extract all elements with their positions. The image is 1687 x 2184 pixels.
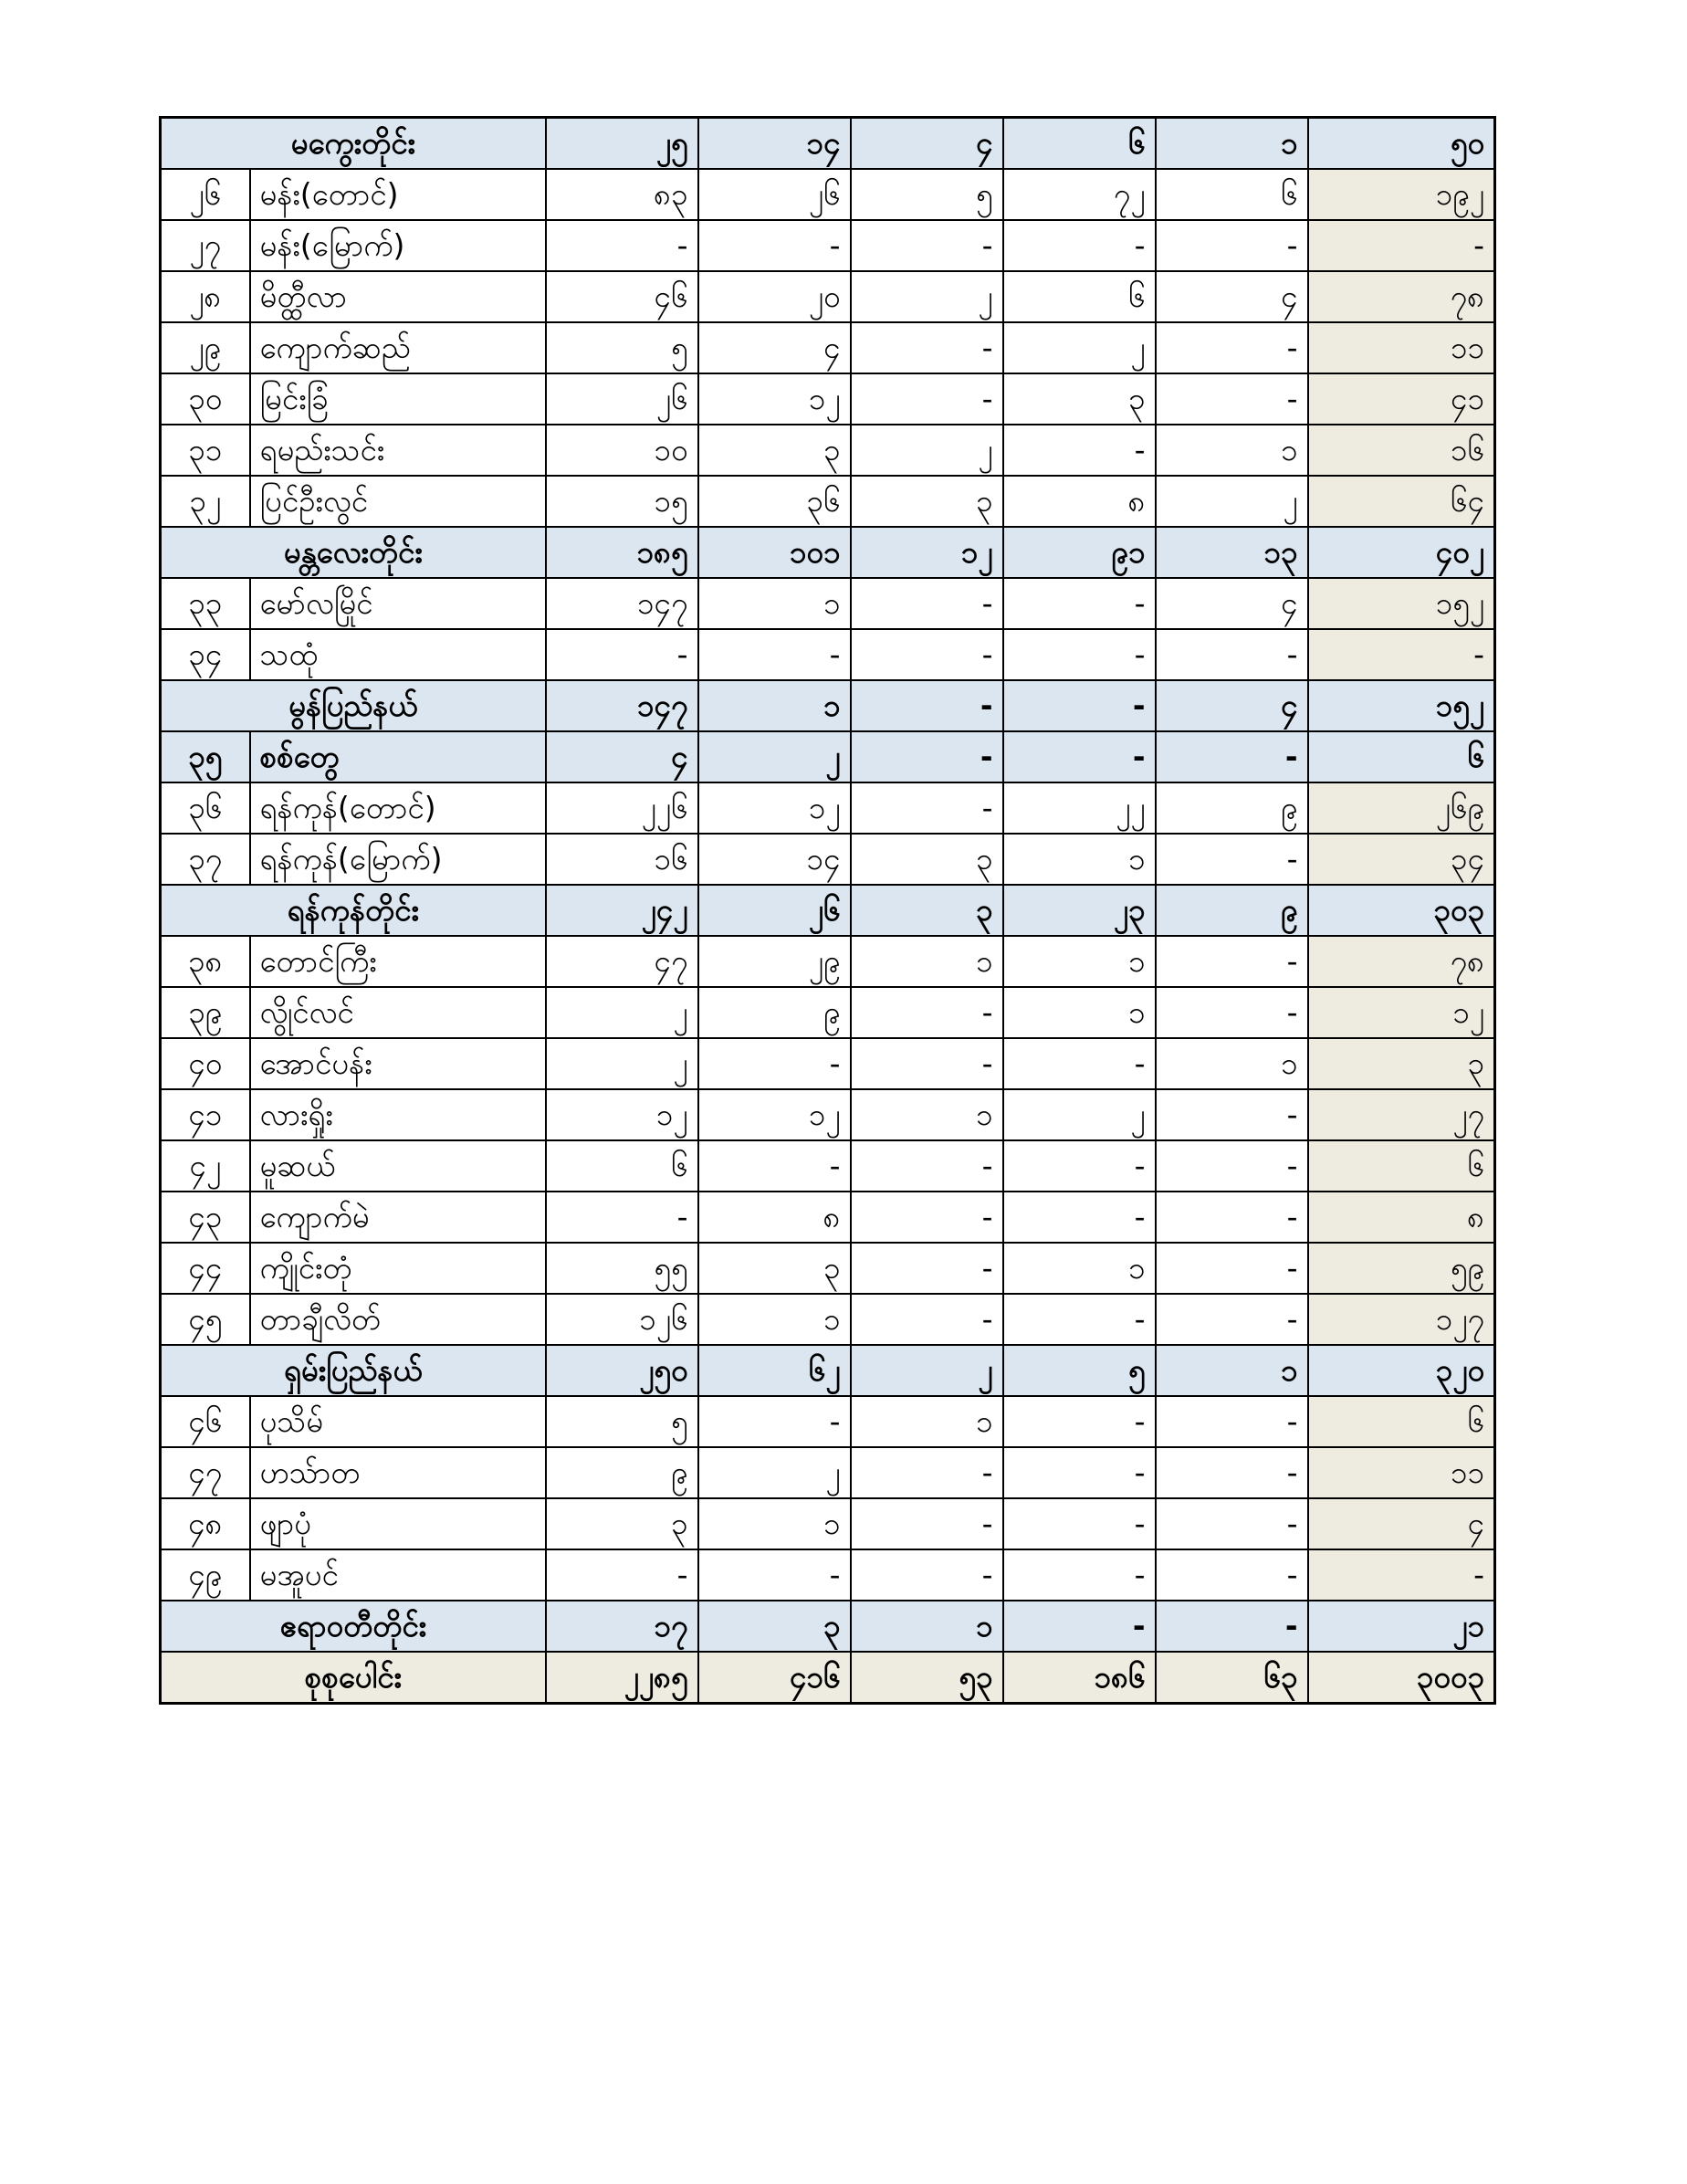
- value-cell: -: [1156, 1140, 1308, 1192]
- value-cell: -: [1156, 1089, 1308, 1140]
- table-row: [161, 578, 1495, 629]
- value-cell: ၁: [698, 1498, 851, 1549]
- value-cell: -: [851, 680, 1003, 731]
- table-row: [161, 1089, 1495, 1140]
- value-cell: -: [1003, 1498, 1156, 1549]
- total-cell: ၆: [1308, 1396, 1495, 1447]
- station-name: လွိုင်လင်: [250, 987, 546, 1038]
- station-name: မိတ္ထီလာ: [250, 271, 546, 322]
- value-cell: ၄: [1156, 680, 1308, 731]
- value-cell: -: [1003, 1192, 1156, 1243]
- row-number: ၂၉: [161, 322, 250, 373]
- value-cell: -: [546, 220, 698, 271]
- value-cell: -: [1003, 731, 1156, 782]
- value-cell: ၁: [1003, 987, 1156, 1038]
- value-cell: ၃: [851, 476, 1003, 527]
- value-cell: ၂: [1003, 1089, 1156, 1140]
- station-name: ဟသ်ာတ: [250, 1447, 546, 1498]
- value-cell: ၁၂: [698, 1089, 851, 1140]
- value-cell: ၁: [698, 1294, 851, 1345]
- region-label: မွန်ပြည်နယ်: [161, 680, 546, 731]
- table-row: [161, 987, 1495, 1038]
- value-cell: ၉: [546, 1447, 698, 1498]
- value-cell: ၃: [698, 425, 851, 476]
- value-cell: ၃: [851, 834, 1003, 885]
- value-cell: ၁၀၁: [698, 527, 851, 578]
- total-cell: ၆: [1308, 731, 1495, 782]
- value-cell: ၄၆: [546, 271, 698, 322]
- value-cell: ၅: [851, 169, 1003, 220]
- value-cell: -: [1003, 1396, 1156, 1447]
- value-cell: ၁၂: [546, 1089, 698, 1140]
- table-row: [161, 425, 1495, 476]
- row-number: ၃၁: [161, 425, 250, 476]
- table-row: [161, 1396, 1495, 1447]
- value-cell: ၁၈၅: [546, 527, 698, 578]
- station-name: လားရှိုး: [250, 1089, 546, 1140]
- table-row: [161, 322, 1495, 373]
- value-cell: -: [1003, 1140, 1156, 1192]
- table-row: [161, 782, 1495, 834]
- value-cell: ၁: [1003, 936, 1156, 987]
- value-cell: ၅: [1003, 1345, 1156, 1396]
- row-number: ၂၇: [161, 220, 250, 271]
- value-cell: ၁၄၇: [546, 680, 698, 731]
- subtotal-row: [161, 1345, 1495, 1396]
- row-number: ၃၄: [161, 629, 250, 680]
- value-cell: -: [851, 1549, 1003, 1601]
- row-number: ၃၇: [161, 834, 250, 885]
- value-cell: -: [1003, 1294, 1156, 1345]
- value-cell: ၂၆: [698, 169, 851, 220]
- value-cell: ၂၆: [546, 373, 698, 425]
- total-cell: ၇၈: [1308, 271, 1495, 322]
- value-cell: ၆: [1003, 118, 1156, 170]
- row-number: ၃၃: [161, 578, 250, 629]
- value-cell: ၂: [546, 987, 698, 1038]
- value-cell: ၁: [1003, 834, 1156, 885]
- subtotal-row: [161, 118, 1495, 170]
- value-cell: ၁၄: [698, 834, 851, 885]
- value-cell: ၁၂: [698, 782, 851, 834]
- value-cell: ၂၅၀: [546, 1345, 698, 1396]
- row-number: ၃၉: [161, 987, 250, 1038]
- row-number: ၃၂: [161, 476, 250, 527]
- value-cell: ၃: [698, 1601, 851, 1652]
- value-cell: ၃၆: [698, 476, 851, 527]
- value-cell: ၄: [1156, 578, 1308, 629]
- total-cell: ၃: [1308, 1038, 1495, 1089]
- subtotal-row: [161, 1601, 1495, 1652]
- value-cell: ၃: [698, 1243, 851, 1294]
- value-cell: -: [698, 629, 851, 680]
- value-cell: ၂၅: [546, 118, 698, 170]
- value-cell: -: [698, 1396, 851, 1447]
- table-row: [161, 834, 1495, 885]
- total-cell: ၁၉၂: [1308, 169, 1495, 220]
- value-cell: ၁၈၆: [1003, 1652, 1156, 1704]
- row-number: ၂၈: [161, 271, 250, 322]
- row-number: ၃၅: [161, 731, 250, 782]
- statistics-table-container: [159, 116, 1496, 1705]
- row-number: ၄၇: [161, 1447, 250, 1498]
- station-name: စစ်တွေ: [250, 731, 546, 782]
- value-cell: -: [1156, 1294, 1308, 1345]
- subtotal-row: [161, 731, 1495, 782]
- value-cell: ၃: [546, 1498, 698, 1549]
- total-cell: ၁၂၇: [1308, 1294, 1495, 1345]
- value-cell: ၃: [851, 885, 1003, 936]
- value-cell: -: [1156, 1192, 1308, 1243]
- value-cell: -: [1003, 1038, 1156, 1089]
- value-cell: ၂: [851, 271, 1003, 322]
- value-cell: -: [851, 1498, 1003, 1549]
- value-cell: ၁: [1156, 1038, 1308, 1089]
- value-cell: ၁: [1156, 425, 1308, 476]
- total-cell: ၂၆၉: [1308, 782, 1495, 834]
- station-name: မန်း(မြောက်): [250, 220, 546, 271]
- region-label: မကွေးတိုင်း: [161, 118, 546, 170]
- value-cell: ၄: [851, 118, 1003, 170]
- total-cell: ၄၀၂: [1308, 527, 1495, 578]
- value-cell: -: [1156, 987, 1308, 1038]
- value-cell: -: [1156, 1549, 1308, 1601]
- region-label: စုစုပေါင်း: [161, 1652, 546, 1704]
- value-cell: ၁၄: [698, 118, 851, 170]
- value-cell: ၂၃: [1003, 885, 1156, 936]
- value-cell: -: [546, 1549, 698, 1601]
- value-cell: ၁၄၇: [546, 578, 698, 629]
- total-cell: ၅၉: [1308, 1243, 1495, 1294]
- value-cell: ၂၂: [1003, 782, 1156, 834]
- row-number: ၄၁: [161, 1089, 250, 1140]
- total-cell: ၂၁: [1308, 1601, 1495, 1652]
- value-cell: -: [698, 1038, 851, 1089]
- row-number: ၄၄: [161, 1243, 250, 1294]
- subtotal-row: [161, 527, 1495, 578]
- total-cell: ၁၁: [1308, 322, 1495, 373]
- station-name: မော်လမြိုင်: [250, 578, 546, 629]
- value-cell: ၆၃: [1156, 1652, 1308, 1704]
- table-row: [161, 476, 1495, 527]
- value-cell: ၁: [1003, 1243, 1156, 1294]
- value-cell: ၁: [698, 680, 851, 731]
- value-cell: -: [1003, 629, 1156, 680]
- value-cell: ၁၆: [546, 834, 698, 885]
- total-cell: ၁၆: [1308, 425, 1495, 476]
- value-cell: ၂၀: [698, 271, 851, 322]
- value-cell: ၉၁: [1003, 527, 1156, 578]
- value-cell: ၈: [698, 1192, 851, 1243]
- value-cell: -: [1003, 425, 1156, 476]
- table-row: [161, 1192, 1495, 1243]
- region-label: ရှမ်းပြည်နယ်: [161, 1345, 546, 1396]
- value-cell: -: [851, 987, 1003, 1038]
- value-cell: ၁၃: [1156, 527, 1308, 578]
- value-cell: ၆၂: [698, 1345, 851, 1396]
- total-cell: ၄၁: [1308, 373, 1495, 425]
- value-cell: ၂: [698, 1447, 851, 1498]
- row-number: ၄၆: [161, 1396, 250, 1447]
- table-row: [161, 1038, 1495, 1089]
- table-body: [161, 118, 1495, 1704]
- value-cell: -: [1003, 680, 1156, 731]
- station-name: ရန်ကုန်(တောင်): [250, 782, 546, 834]
- value-cell: -: [851, 782, 1003, 834]
- value-cell: ၁: [851, 1089, 1003, 1140]
- value-cell: -: [1003, 1447, 1156, 1498]
- region-label: ရန်ကုန်တိုင်း: [161, 885, 546, 936]
- value-cell: ၅: [546, 1396, 698, 1447]
- station-name: ကျိုင်းတုံ: [250, 1243, 546, 1294]
- value-cell: ၄၇: [546, 936, 698, 987]
- value-cell: ၁၂၆: [546, 1294, 698, 1345]
- value-cell: ၁: [851, 936, 1003, 987]
- value-cell: -: [851, 220, 1003, 271]
- total-cell: -: [1308, 220, 1495, 271]
- value-cell: ၁၂: [851, 527, 1003, 578]
- value-cell: ၈၃: [546, 169, 698, 220]
- row-number: ၄၂: [161, 1140, 250, 1192]
- grand-total-row: [161, 1652, 1495, 1704]
- value-cell: -: [1156, 1498, 1308, 1549]
- station-name: တာချီလိတ်: [250, 1294, 546, 1345]
- value-cell: -: [1156, 220, 1308, 271]
- value-cell: ၄၁၆: [698, 1652, 851, 1704]
- value-cell: ၂: [698, 731, 851, 782]
- station-name: ပြင်ဦးလွင်: [250, 476, 546, 527]
- station-name: ရန်ကုန်(မြောက်): [250, 834, 546, 885]
- value-cell: ၂: [1156, 476, 1308, 527]
- value-cell: -: [1156, 373, 1308, 425]
- row-number: ၄၀: [161, 1038, 250, 1089]
- station-name: မူဆယ်: [250, 1140, 546, 1192]
- row-number: ၃၀: [161, 373, 250, 425]
- station-name: ကျောက်မဲ: [250, 1192, 546, 1243]
- table-row: [161, 1447, 1495, 1498]
- value-cell: ၁: [851, 1396, 1003, 1447]
- station-name: ပုသိမ်: [250, 1396, 546, 1447]
- value-cell: -: [1156, 1447, 1308, 1498]
- value-cell: ၉: [1156, 885, 1308, 936]
- value-cell: -: [1156, 629, 1308, 680]
- region-label: မန္တလေးတိုင်း: [161, 527, 546, 578]
- row-number: ၃၆: [161, 782, 250, 834]
- value-cell: ၁၅: [546, 476, 698, 527]
- value-cell: ၂: [1003, 322, 1156, 373]
- value-cell: ၇၂: [1003, 169, 1156, 220]
- value-cell: ၅၅: [546, 1243, 698, 1294]
- subtotal-row: [161, 680, 1495, 731]
- total-cell: ၂၇: [1308, 1089, 1495, 1140]
- subtotal-row: [161, 885, 1495, 936]
- value-cell: -: [851, 1294, 1003, 1345]
- station-name: မအူပင်: [250, 1549, 546, 1601]
- total-cell: ၃၀၀၃: [1308, 1652, 1495, 1704]
- station-name: သထုံ: [250, 629, 546, 680]
- value-cell: ၁: [698, 578, 851, 629]
- row-number: ၄၅: [161, 1294, 250, 1345]
- table-row: [161, 373, 1495, 425]
- station-name: မန်း(တောင်): [250, 169, 546, 220]
- value-cell: ၂၆: [698, 885, 851, 936]
- value-cell: -: [1156, 1396, 1308, 1447]
- total-cell: ၁၅၂: [1308, 680, 1495, 731]
- value-cell: ၂၉: [698, 936, 851, 987]
- value-cell: ၁: [1156, 1345, 1308, 1396]
- value-cell: ၄: [1156, 271, 1308, 322]
- value-cell: ၁: [851, 1601, 1003, 1652]
- value-cell: -: [851, 731, 1003, 782]
- table-row: [161, 1549, 1495, 1601]
- row-number: ၄၈: [161, 1498, 250, 1549]
- row-number: ၂၆: [161, 169, 250, 220]
- value-cell: ၁၀: [546, 425, 698, 476]
- value-cell: -: [1156, 731, 1308, 782]
- value-cell: -: [1156, 322, 1308, 373]
- value-cell: ၁: [1156, 118, 1308, 170]
- station-name: ဖျာပုံ: [250, 1498, 546, 1549]
- value-cell: ၈: [1003, 476, 1156, 527]
- statistics-table: [159, 116, 1496, 1705]
- value-cell: ၅: [546, 322, 698, 373]
- value-cell: -: [851, 373, 1003, 425]
- value-cell: ၉: [1156, 782, 1308, 834]
- region-label: ဧရာဝတီတိုင်း: [161, 1601, 546, 1652]
- value-cell: -: [1156, 1601, 1308, 1652]
- station-name: တောင်ကြီး: [250, 936, 546, 987]
- value-cell: -: [698, 1140, 851, 1192]
- value-cell: ၆: [1003, 271, 1156, 322]
- table-row: [161, 936, 1495, 987]
- value-cell: -: [1156, 1243, 1308, 1294]
- row-number: ၃၈: [161, 936, 250, 987]
- value-cell: -: [851, 322, 1003, 373]
- table-row: [161, 629, 1495, 680]
- total-cell: ၁၅၂: [1308, 578, 1495, 629]
- value-cell: ၉: [698, 987, 851, 1038]
- value-cell: ၂: [851, 425, 1003, 476]
- value-cell: ၂၂၈၅: [546, 1652, 698, 1704]
- total-cell: ၃၂၀: [1308, 1345, 1495, 1396]
- value-cell: ၂: [546, 1038, 698, 1089]
- value-cell: -: [851, 1140, 1003, 1192]
- row-number: ၄၃: [161, 1192, 250, 1243]
- value-cell: ၆: [546, 1140, 698, 1192]
- total-cell: -: [1308, 1549, 1495, 1601]
- total-cell: ၅၀: [1308, 118, 1495, 170]
- table-row: [161, 1243, 1495, 1294]
- value-cell: -: [851, 629, 1003, 680]
- value-cell: -: [1156, 936, 1308, 987]
- value-cell: ၁၇: [546, 1601, 698, 1652]
- total-cell: ၁၁: [1308, 1447, 1495, 1498]
- value-cell: ၂၂၆: [546, 782, 698, 834]
- value-cell: -: [1003, 1549, 1156, 1601]
- value-cell: -: [851, 1192, 1003, 1243]
- total-cell: ၄: [1308, 1498, 1495, 1549]
- station-name: ရမည်းသင်း: [250, 425, 546, 476]
- station-name: အောင်ပန်း: [250, 1038, 546, 1089]
- total-cell: ၃၄: [1308, 834, 1495, 885]
- value-cell: -: [1156, 834, 1308, 885]
- value-cell: ၃: [1003, 373, 1156, 425]
- total-cell: ၆၄: [1308, 476, 1495, 527]
- value-cell: -: [1003, 220, 1156, 271]
- table-row: [161, 169, 1495, 220]
- value-cell: -: [851, 1243, 1003, 1294]
- value-cell: -: [698, 1549, 851, 1601]
- value-cell: -: [546, 629, 698, 680]
- value-cell: -: [698, 220, 851, 271]
- value-cell: -: [851, 1038, 1003, 1089]
- value-cell: ၅၃: [851, 1652, 1003, 1704]
- total-cell: ၇၈: [1308, 936, 1495, 987]
- table-row: [161, 1294, 1495, 1345]
- value-cell: ၆: [1156, 169, 1308, 220]
- value-cell: -: [1003, 578, 1156, 629]
- total-cell: ၃၀၃: [1308, 885, 1495, 936]
- value-cell: ၄: [546, 731, 698, 782]
- total-cell: ၁၂: [1308, 987, 1495, 1038]
- value-cell: -: [851, 578, 1003, 629]
- value-cell: ၄: [698, 322, 851, 373]
- total-cell: ၈: [1308, 1192, 1495, 1243]
- table-row: [161, 220, 1495, 271]
- value-cell: -: [546, 1192, 698, 1243]
- value-cell: -: [851, 1447, 1003, 1498]
- total-cell: -: [1308, 629, 1495, 680]
- value-cell: -: [1003, 1601, 1156, 1652]
- total-cell: ၆: [1308, 1140, 1495, 1192]
- value-cell: ၂၄၂: [546, 885, 698, 936]
- table-row: [161, 1498, 1495, 1549]
- table-row: [161, 271, 1495, 322]
- row-number: ၄၉: [161, 1549, 250, 1601]
- value-cell: ၁၂: [698, 373, 851, 425]
- station-name: ကျောက်ဆည်: [250, 322, 546, 373]
- table-row: [161, 1140, 1495, 1192]
- station-name: မြင်းခြံ: [250, 373, 546, 425]
- value-cell: ၂: [851, 1345, 1003, 1396]
